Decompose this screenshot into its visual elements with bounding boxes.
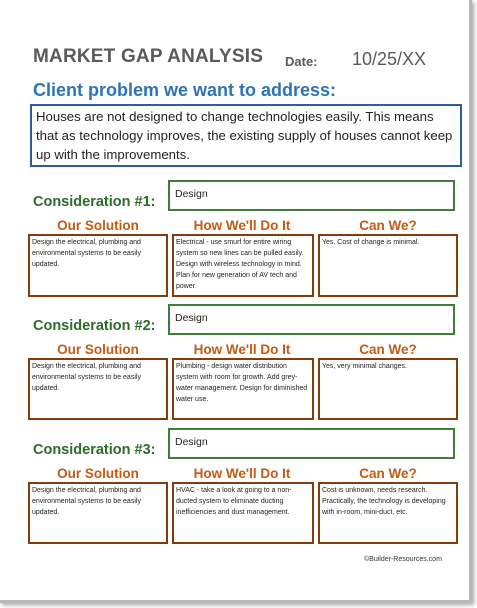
consideration-1-can-we-cell: Yes. Cost of change is minimal.: [318, 234, 458, 297]
consideration-1-how-cell: Electrical - use smurf for entire wiring system so new lines can be pulled easily. Design with wireless technology in mind. Plan for new generation of AV tech and power: [172, 234, 314, 297]
consideration-1-topic-box: Design: [168, 180, 455, 211]
col-header-can-we: Can We?: [359, 342, 417, 357]
date-label: Date:: [285, 54, 318, 69]
consideration-3-solution-cell: Design the electrical, plumbing and environmental systems to be easily updated.: [28, 482, 168, 544]
consideration-2-topic-box: Design: [168, 304, 455, 335]
consideration-3-can-we-cell: Cost is unknown, needs research. Practically, the technology is developing with in-room, mini-duct, etc.: [318, 482, 458, 544]
col-header-how: How We'll Do It: [193, 342, 291, 357]
consideration-3-how-cell: HVAC - take a look at going to a non-ducted system to eliminate ducting inefficiencies and dust management.: [172, 482, 314, 544]
client-problem-heading: Client problem we want to address:: [33, 80, 337, 100]
col-header-solution: Our Solution: [57, 218, 139, 233]
col-header-can-we: Can We?: [359, 218, 417, 233]
col-header-solution: Our Solution: [57, 342, 139, 357]
date-value: 10/25/XX: [352, 49, 427, 69]
consideration-3-label: Consideration #3:: [33, 442, 156, 458]
copyright-footer: ©Builder-Resources.com: [364, 556, 442, 563]
consideration-2-label: Consideration #2:: [33, 318, 156, 334]
col-header-solution: Our Solution: [57, 466, 139, 481]
consideration-1-label: Consideration #1:: [33, 194, 156, 210]
col-header-how: How We'll Do It: [193, 218, 291, 233]
col-header-can-we: Can We?: [359, 466, 417, 481]
consideration-1-solution-cell: Design the electrical, plumbing and environmental systems to be easily updated.: [28, 234, 168, 297]
col-header-how: How We'll Do It: [193, 466, 291, 481]
consideration-2-how-cell: Plumbing - design water distribution system with room for growth. Add grey-water management. Design for diminished water use.: [172, 358, 314, 420]
consideration-2-can-we-cell: Yes, very minimal changes.: [318, 358, 458, 420]
page-title: MARKET GAP ANALYSIS: [33, 46, 264, 67]
client-problem-box: Houses are not designed to change technologies easily. This means that as technology improves, the existing supply of houses cannot keep up with the improvements.: [30, 104, 462, 167]
consideration-3-topic-box: Design: [168, 428, 455, 459]
consideration-2-solution-cell: Design the electrical, plumbing and environmental systems to be easily updated.: [28, 358, 168, 420]
